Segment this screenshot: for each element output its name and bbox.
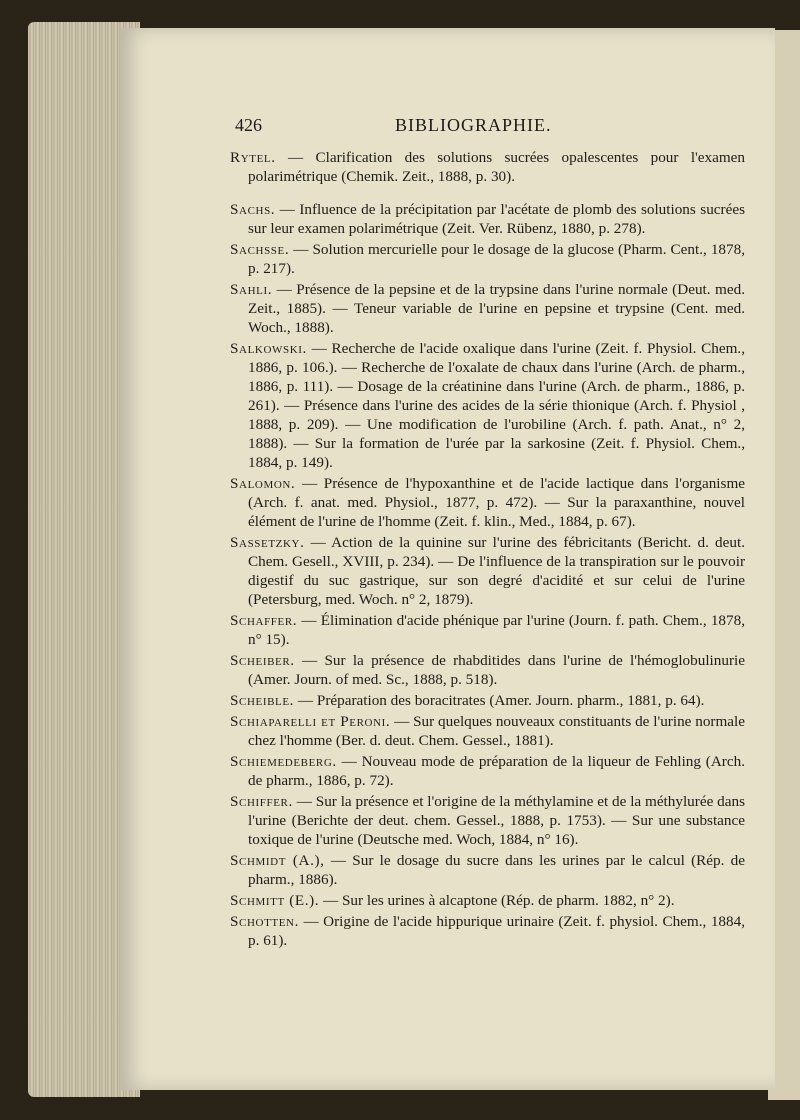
entry-author: Schotten. — [230, 913, 299, 930]
entry-author: Schaffer. — [230, 612, 298, 629]
bibliography-entry — [230, 240, 745, 278]
entry-author: Schiffer. — [230, 793, 293, 810]
entry-author: Schiaparelli et Peroni. — [230, 713, 391, 730]
entry-author: Schiemedeberg. — [230, 753, 337, 770]
entry-author: Schmidt (A.), — [230, 852, 325, 869]
entry-text: — Sur les urines à alcaptone (Rép. de pharm. 1882, n° 2). — [319, 892, 675, 909]
bibliography-entry — [230, 339, 745, 472]
bibliography-entry — [230, 200, 745, 238]
bibliography-entry — [230, 912, 745, 950]
entry-text: — Influence de la précipitation par l'acétate de plomb des solutions sucrées sur leur examen polarimétrique (Zeit. Ver. Rübenz, 1880, p. 278). — [248, 201, 745, 237]
entry-text: — Élimination d'acide phénique par l'urine (Journ. f. path. Chem., 1878, n° 15). — [248, 612, 745, 648]
bibliography-entry — [230, 651, 745, 689]
entry-text: — Nouveau mode de préparation de la liqueur de Fehling (Arch. de pharm., 1886, p. 72). — [248, 753, 745, 789]
entry-author: Salkowski. — [230, 340, 307, 357]
entry-author: Schmitt (E.). — [230, 892, 320, 909]
entry-text: — Sur le dosage du sucre dans les urines par le calcul (Rép. de pharm., 1886). — [248, 852, 745, 888]
entry-text: — Recherche de l'acide oxalique dans l'urine (Zeit. f. Physiol. Chem., 1886, p. 106.). — Recherche de l'oxalate de chaux dans l'urine (Arch. de pharm., 1886, p. 111). — Dosage de la créatinine dans l'urine (Arch. de pharm., 1886, p. 261). — Présence dans l'urine des acides de la série thionique (Arch. f. Physiol , 1888, p. 209). — Une modification de l'urobiline (Arch. f. path. Anat., n° 2, 1888). — Sur la formation de l'urée par la sarkosine (Zeit. f. Physiol. Chem., 1884, p. 149). — [248, 340, 745, 471]
entry-author: Salomon. — [230, 475, 296, 492]
page-number: 426 — [235, 115, 262, 135]
entry-text: — Sur quelques nouveaux constituants de l'urine normale chez l'homme (Ber. d. deut. Chem. Gessel., 1881). — [248, 713, 745, 749]
bibliography-entry — [230, 851, 745, 889]
entry-author: Sachs. — [230, 201, 276, 218]
book-page — [120, 28, 775, 1090]
bibliography-entry — [230, 533, 745, 609]
entry-text: — Origine de l'acide hippurique urinaire (Zeit. f. physiol. Chem., 1884, p. 61). — [248, 913, 745, 949]
entry-author: Sahli. — [230, 281, 273, 298]
bibliography-list — [230, 148, 745, 952]
bibliography-entry — [230, 792, 745, 849]
bibliography-entry — [230, 891, 745, 910]
entry-text: — Présence de la pepsine et de la trypsine dans l'urine normale (Deut. med. Zeit., 1885). — Teneur variable de l'urine en pepsine et trypsine (Cent. med. Woch., 1888). — [248, 281, 745, 336]
entry-text: — Présence de l'hypoxanthine et de l'acide lactique dans l'organisme (Arch. f. anat. med. Physiol., 1877, p. 472). — Sur la paraxanthine, nouvel élément de l'urine de l'homme (Zeit. f. klin., Med., 1884, p. 67). — [248, 475, 745, 530]
page-title: BIBLIOGRAPHIE. — [395, 115, 552, 135]
bibliography-entry — [230, 148, 745, 186]
entry-author: Rytel. — [230, 149, 276, 166]
running-head — [235, 115, 755, 141]
bibliography-entry — [230, 474, 745, 531]
bibliography-entry — [230, 752, 745, 790]
entry-author: Sassetzky. — [230, 534, 305, 551]
entry-text: — Clarification des solutions sucrées opalescentes pour l'examen polarimétrique (Chemik. Zeit., 1888, p. 30). — [248, 149, 745, 185]
entry-author: Scheible. — [230, 692, 295, 709]
bibliography-entry — [230, 712, 745, 750]
entry-author: Scheiber. — [230, 652, 295, 669]
bibliography-entry — [230, 280, 745, 337]
entry-text: — Solution mercurielle pour le dosage de la glucose (Pharm. Cent., 1878, p. 217). — [248, 241, 745, 277]
entry-text: — Sur la présence de rhabditides dans l'urine de l'hémoglobulinurie (Amer. Journ. of med. Sc., 1888, p. 518). — [248, 652, 745, 688]
bibliography-entry — [230, 691, 745, 710]
entry-text: — Sur la présence et l'origine de la méthylamine et de la méthylurée dans l'urine (Berichte der deut. chem. Gessel., 1888, p. 1753). — Sur une substance toxique de l'urine (Deutsche med. Woch, 1884, n° 16). — [248, 793, 745, 848]
entry-text: — Préparation des boracitrates (Amer. Journ. pharm., 1881, p. 64). — [294, 692, 705, 709]
entry-author: Sachsse. — [230, 241, 290, 258]
bibliography-entry — [230, 611, 745, 649]
entry-text: — Action de la quinine sur l'urine des fébricitants (Bericht. d. deut. Chem. Gesell., XVIII, p. 234). — De l'influence de la transpiration sur le pouvoir digestif du suc gastrique, sur son degré d'acidité et sur celui de l'urine (Petersburg, med. Woch. n° 2, 1879). — [248, 534, 745, 608]
